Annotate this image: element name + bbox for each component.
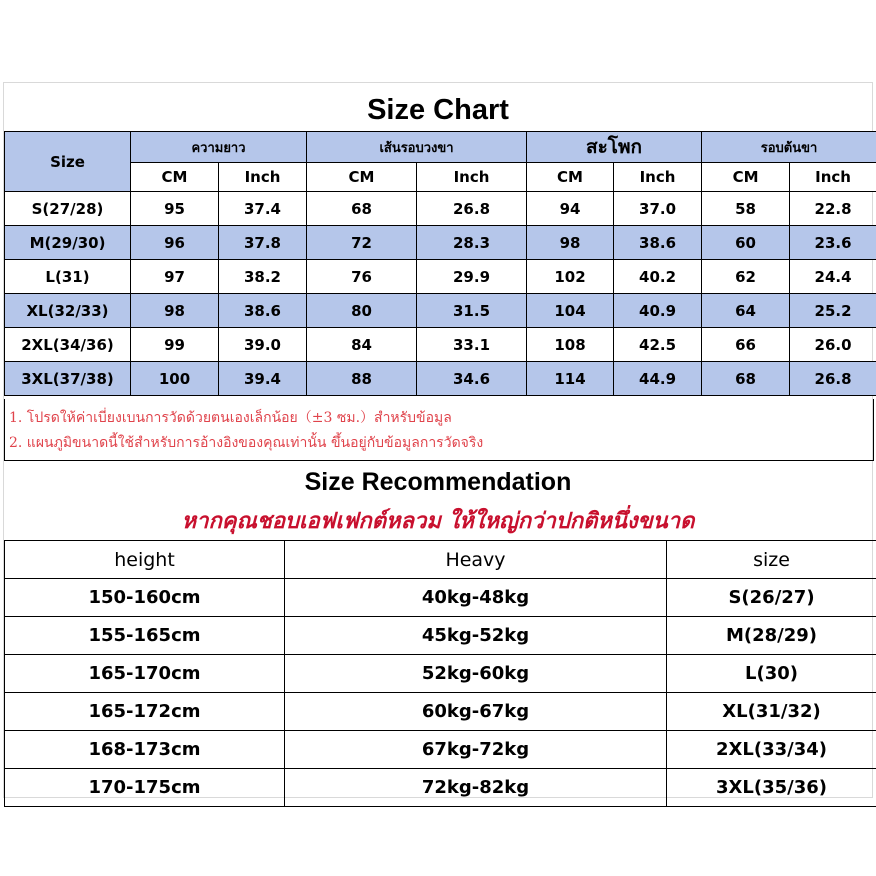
unit-header: CM [131,163,219,192]
value-cell: 98 [527,226,614,260]
value-cell: 72 [307,226,417,260]
weight-cell: 52kg-60kg [285,655,667,693]
height-cell: 165-172cm [5,693,285,731]
value-cell: 94 [527,192,614,226]
size-row [5,362,876,396]
value-cell: 104 [527,294,614,328]
recommendation-row [5,617,876,655]
size-cell: XL(31/32) [667,693,876,731]
value-cell: 23.6 [790,226,876,260]
value-cell: 108 [527,328,614,362]
value-cell: 76 [307,260,417,294]
height-cell: 155-165cm [5,617,285,655]
value-cell: 29.9 [417,260,527,294]
value-cell: 38.6 [614,226,702,260]
height-cell: 170-175cm [5,769,285,807]
height-header: height [5,541,285,579]
value-cell: 58 [702,192,790,226]
weight-cell: 72kg-82kg [285,769,667,807]
value-cell: 39.0 [219,328,307,362]
value-cell: 68 [307,192,417,226]
weight-cell: 40kg-48kg [285,579,667,617]
unit-header: CM [307,163,417,192]
weight-header: Heavy [285,541,667,579]
recommendation-table [4,540,876,807]
height-cell: 165-170cm [5,655,285,693]
value-cell: 26.0 [790,328,876,362]
value-cell: 34.6 [417,362,527,396]
size-cell: S(26/27) [667,579,876,617]
value-cell: 37.0 [614,192,702,226]
value-cell: 39.4 [219,362,307,396]
group-header-length: ความยาว [131,132,307,163]
value-cell: 31.5 [417,294,527,328]
size-cell: L(31) [5,260,131,294]
unit-header: Inch [614,163,702,192]
value-cell: 62 [702,260,790,294]
recommendation-header-row [5,541,876,579]
value-cell: 98 [131,294,219,328]
value-cell: 26.8 [417,192,527,226]
value-cell: 97 [131,260,219,294]
value-cell: 22.8 [790,192,876,226]
value-cell: 44.9 [614,362,702,396]
value-cell: 66 [702,328,790,362]
value-cell: 40.2 [614,260,702,294]
value-cell: 60 [702,226,790,260]
loose-fit-warning: หากคุณชอบเอฟเฟกต์หลวม ให้ใหญ่กว่าปกติหนึ่งขนาด [181,509,695,534]
value-cell: 88 [307,362,417,396]
size-cell: S(27/28) [5,192,131,226]
recommendation-title: Size Recommendation [304,468,572,496]
weight-cell: 60kg-67kg [285,693,667,731]
size-row [5,294,876,328]
unit-header-row [5,163,876,192]
unit-header: Inch [219,163,307,192]
value-cell: 99 [131,328,219,362]
size-cell: XL(32/33) [5,294,131,328]
recommendation-row [5,693,876,731]
value-cell: 114 [527,362,614,396]
size-cell: L(30) [667,655,876,693]
recommendation-row [5,579,876,617]
note-line-2: 2. แผนภูมิขนาดนี้ใช้สำหรับการอ้างอิงของคุณเท่านั้น ขึ้นอยู่กับข้อมูลการวัดจริง [9,435,484,451]
value-cell: 24.4 [790,260,876,294]
height-cell: 150-160cm [5,579,285,617]
size-row [5,328,876,362]
value-cell: 37.8 [219,226,307,260]
value-cell: 38.6 [219,294,307,328]
value-cell: 64 [702,294,790,328]
size-cell: M(29/30) [5,226,131,260]
size-chart-title: Size Chart [367,94,509,126]
size-row [5,260,876,294]
note-line-1: 1. โปรดให้ค่าเบี่ยงเบนการวัดด้วยตนเองเล็กน้อย（±3 ซม.）สำหรับข้อมูล [9,410,452,426]
size-row [5,192,876,226]
unit-header: CM [702,163,790,192]
recommendation-row [5,769,876,807]
size-cell: 2XL(34/36) [5,328,131,362]
size-cell: 3XL(35/36) [667,769,876,807]
group-header-hip: สะโพก [527,132,702,163]
unit-header: Inch [790,163,876,192]
weight-cell: 45kg-52kg [285,617,667,655]
value-cell: 28.3 [417,226,527,260]
unit-header: Inch [417,163,527,192]
value-cell: 84 [307,328,417,362]
size-cell: M(28/29) [667,617,876,655]
height-cell: 168-173cm [5,731,285,769]
value-cell: 25.2 [790,294,876,328]
value-cell: 37.4 [219,192,307,226]
value-cell: 102 [527,260,614,294]
size-cell: 2XL(33/34) [667,731,876,769]
size-column-header: Size [5,132,131,192]
notes-box [4,399,874,461]
value-cell: 40.9 [614,294,702,328]
value-cell: 68 [702,362,790,396]
group-header-thigh: รอบต้นขา [702,132,876,163]
value-cell: 42.5 [614,328,702,362]
value-cell: 26.8 [790,362,876,396]
size-row [5,226,876,260]
value-cell: 80 [307,294,417,328]
size-chart-table [4,131,876,396]
value-cell: 95 [131,192,219,226]
value-cell: 100 [131,362,219,396]
size-cell: 3XL(37/38) [5,362,131,396]
unit-header: CM [527,163,614,192]
recommendation-row [5,655,876,693]
value-cell: 96 [131,226,219,260]
group-header-leg-opening: เส้นรอบวงขา [307,132,527,163]
group-header-row [5,132,876,163]
value-cell: 33.1 [417,328,527,362]
weight-cell: 67kg-72kg [285,731,667,769]
recommendation-row [5,731,876,769]
size-header: size [667,541,876,579]
value-cell: 38.2 [219,260,307,294]
